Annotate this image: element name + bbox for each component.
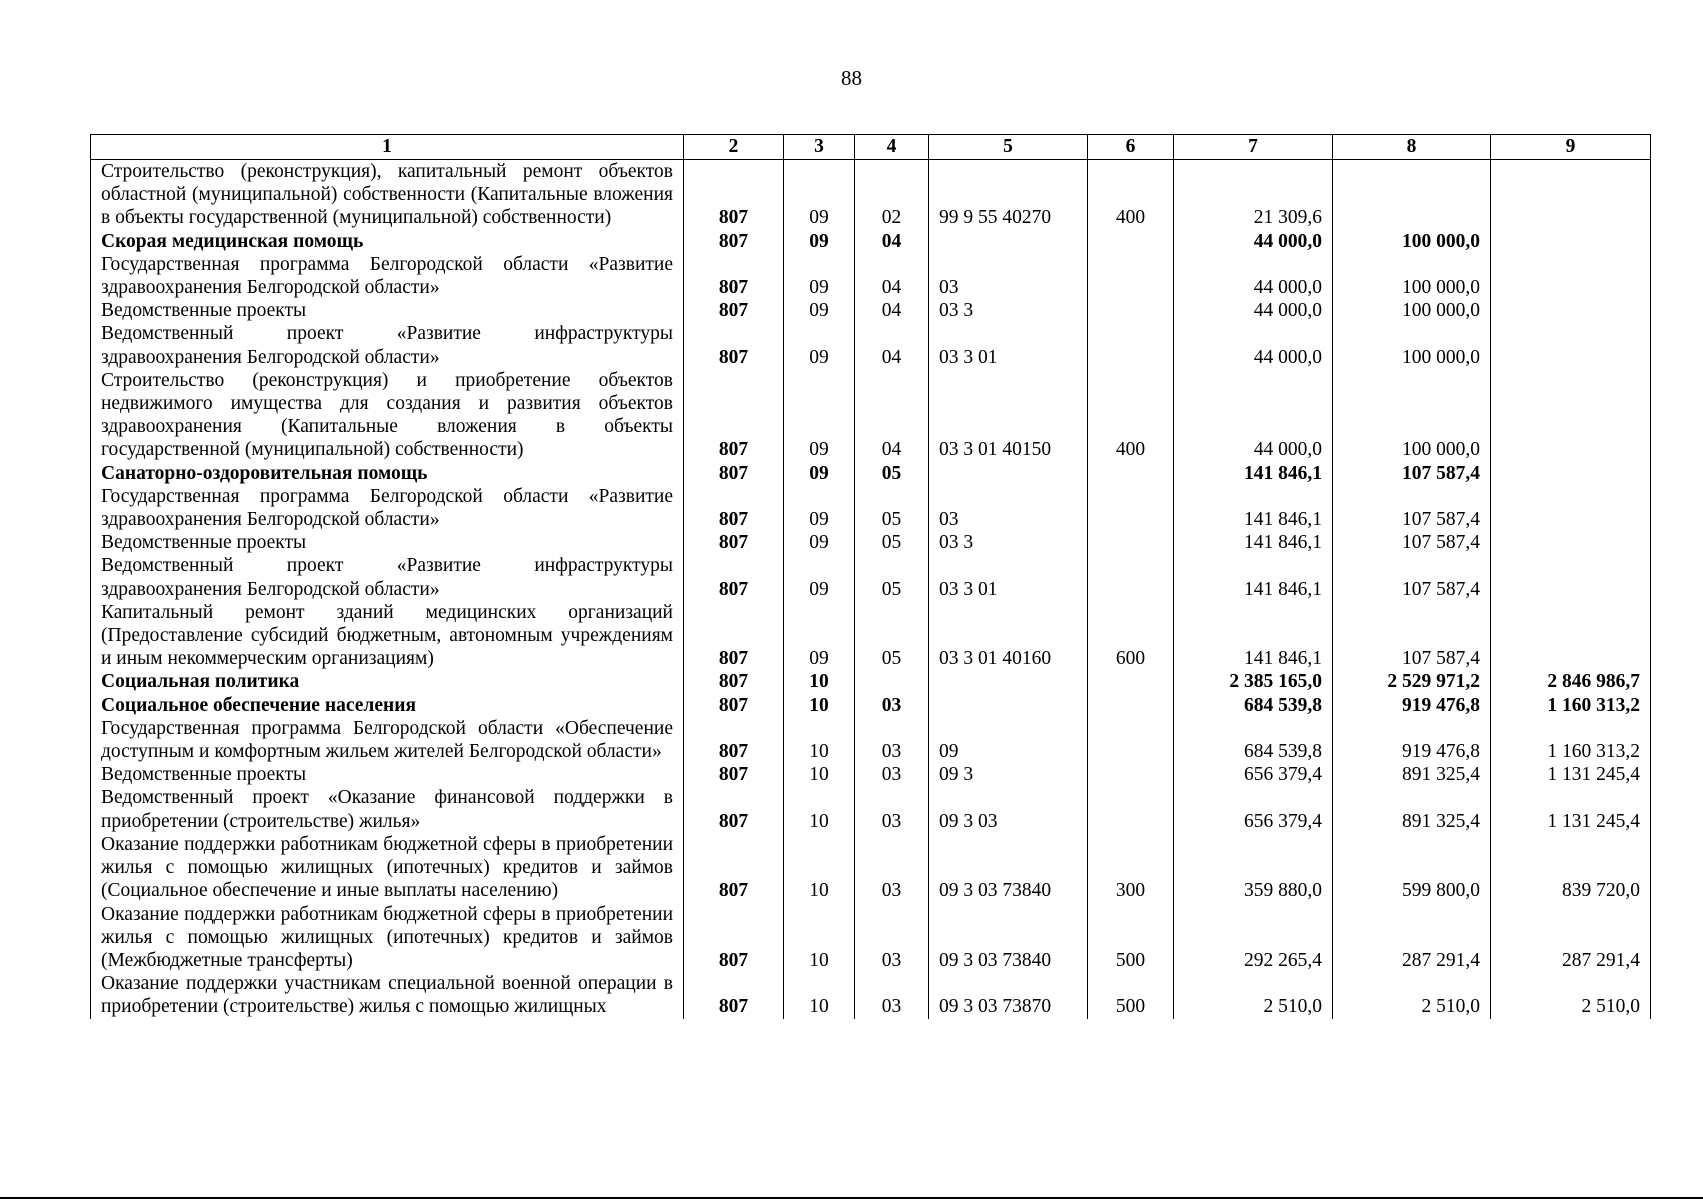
code-section: 10 <box>784 717 855 763</box>
code-expense-type <box>1088 462 1174 485</box>
code-subsection: 04 <box>855 299 929 322</box>
code-subsection: 04 <box>855 322 929 368</box>
amount-year-1: 141 846,1 <box>1174 601 1333 671</box>
code-section: 10 <box>784 833 855 903</box>
item-name: Оказание поддержки работникам бюджетной сферы в приобретении жилья с помощью жилищных (ипотечных) кредитов и займов (Межбюджетные трансферты) <box>91 903 684 973</box>
table-row <box>91 972 1651 1018</box>
amount-year-1: 141 846,1 <box>1174 462 1333 485</box>
code-section: 10 <box>784 763 855 786</box>
code-target-article: 03 3 01 40160 <box>929 601 1088 671</box>
column-header-5: 5 <box>929 135 1088 160</box>
table-row <box>91 485 1651 531</box>
code-subsection: 05 <box>855 554 929 600</box>
code-subsection: 05 <box>855 485 929 531</box>
item-name: Оказание поддержки участникам специальной военной операции в приобретении (строительстве) жилья с помощью жилищных <box>91 972 684 1018</box>
table-row <box>91 369 1651 462</box>
amount-year-2: 107 587,4 <box>1333 601 1491 671</box>
code-target-article: 03 3 01 <box>929 322 1088 368</box>
amount-year-3 <box>1491 554 1651 600</box>
item-name: Ведомственный проект «Оказание финансовой поддержки в приобретении (строительстве) жилья» <box>91 786 684 832</box>
amount-year-3 <box>1491 299 1651 322</box>
code-ministry: 807 <box>684 485 784 531</box>
amount-year-3: 2 846 986,7 <box>1491 670 1651 693</box>
item-name: Социальное обеспечение населения <box>91 694 684 717</box>
amount-year-3: 287 291,4 <box>1491 903 1651 973</box>
amount-year-3: 2 510,0 <box>1491 972 1651 1018</box>
table-row <box>91 833 1651 903</box>
table-body <box>91 160 1651 1019</box>
code-target-article: 03 3 <box>929 531 1088 554</box>
code-target-article: 99 9 55 40270 <box>929 160 1088 230</box>
table-row <box>91 462 1651 485</box>
code-expense-type: 500 <box>1088 972 1174 1018</box>
column-header-4: 4 <box>855 135 929 160</box>
code-expense-type <box>1088 786 1174 832</box>
column-header-6: 6 <box>1088 135 1174 160</box>
item-name: Ведомственные проекты <box>91 531 684 554</box>
code-expense-type <box>1088 694 1174 717</box>
code-subsection: 03 <box>855 717 929 763</box>
table-row <box>91 160 1651 230</box>
column-header-9: 9 <box>1491 135 1651 160</box>
item-name: Строительство (реконструкция) и приобретение объектов недвижимого имущества для создания и развития объектов здравоохранения (Капитальные вложения в объекты государственной (муниципальной) собственности) <box>91 369 684 462</box>
table-row <box>91 322 1651 368</box>
item-name: Санаторно-оздоровительная помощь <box>91 462 684 485</box>
code-expense-type <box>1088 717 1174 763</box>
code-expense-type: 500 <box>1088 903 1174 973</box>
code-target-article: 03 3 01 <box>929 554 1088 600</box>
amount-year-1: 44 000,0 <box>1174 299 1333 322</box>
column-header-8: 8 <box>1333 135 1491 160</box>
code-subsection <box>855 670 929 693</box>
item-name: Капитальный ремонт зданий медицинских организаций (Предоставление субсидий бюджетным, автономным учреждениям и иным некоммерческим организациям) <box>91 601 684 671</box>
amount-year-3 <box>1491 462 1651 485</box>
code-expense-type: 300 <box>1088 833 1174 903</box>
table-row <box>91 299 1651 322</box>
amount-year-2: 100 000,0 <box>1333 230 1491 253</box>
amount-year-3: 1 160 313,2 <box>1491 717 1651 763</box>
amount-year-3 <box>1491 253 1651 299</box>
amount-year-2: 2 510,0 <box>1333 972 1491 1018</box>
column-header-2: 2 <box>684 135 784 160</box>
code-section: 10 <box>784 670 855 693</box>
code-target-article: 09 3 <box>929 763 1088 786</box>
code-ministry: 807 <box>684 601 784 671</box>
code-subsection: 03 <box>855 833 929 903</box>
code-ministry: 807 <box>684 694 784 717</box>
table-row <box>91 554 1651 600</box>
code-ministry: 807 <box>684 763 784 786</box>
code-expense-type <box>1088 230 1174 253</box>
code-section: 09 <box>784 230 855 253</box>
item-name: Ведомственный проект «Развитие инфраструктуры здравоохранения Белгородской области» <box>91 554 684 600</box>
amount-year-2 <box>1333 160 1491 230</box>
code-target-article <box>929 230 1088 253</box>
code-expense-type: 400 <box>1088 160 1174 230</box>
table-row <box>91 230 1651 253</box>
table-row <box>91 531 1651 554</box>
code-target-article: 09 3 03 73840 <box>929 903 1088 973</box>
code-ministry: 807 <box>684 253 784 299</box>
code-subsection: 03 <box>855 786 929 832</box>
item-name: Ведомственный проект «Развитие инфраструктуры здравоохранения Белгородской области» <box>91 322 684 368</box>
code-ministry: 807 <box>684 554 784 600</box>
amount-year-2: 100 000,0 <box>1333 299 1491 322</box>
code-target-article: 09 3 03 73840 <box>929 833 1088 903</box>
amount-year-2: 107 587,4 <box>1333 531 1491 554</box>
code-expense-type: 600 <box>1088 601 1174 671</box>
amount-year-1: 141 846,1 <box>1174 554 1333 600</box>
table-row <box>91 763 1651 786</box>
code-section: 09 <box>784 531 855 554</box>
amount-year-2: 100 000,0 <box>1333 369 1491 462</box>
code-ministry: 807 <box>684 833 784 903</box>
code-ministry: 807 <box>684 717 784 763</box>
column-header-3: 3 <box>784 135 855 160</box>
code-section: 09 <box>784 369 855 462</box>
code-section: 09 <box>784 160 855 230</box>
amount-year-1: 44 000,0 <box>1174 322 1333 368</box>
code-expense-type <box>1088 763 1174 786</box>
table-row <box>91 670 1651 693</box>
code-ministry: 807 <box>684 160 784 230</box>
amount-year-1: 2 510,0 <box>1174 972 1333 1018</box>
amount-year-1: 2 385 165,0 <box>1174 670 1333 693</box>
code-subsection: 04 <box>855 230 929 253</box>
table-row <box>91 903 1651 973</box>
code-section: 09 <box>784 601 855 671</box>
code-ministry: 807 <box>684 972 784 1018</box>
amount-year-1: 292 265,4 <box>1174 903 1333 973</box>
amount-year-1: 44 000,0 <box>1174 230 1333 253</box>
amount-year-3 <box>1491 531 1651 554</box>
bottom-rule <box>0 1197 1703 1199</box>
code-expense-type <box>1088 554 1174 600</box>
amount-year-3 <box>1491 230 1651 253</box>
amount-year-3 <box>1491 160 1651 230</box>
amount-year-2: 891 325,4 <box>1333 786 1491 832</box>
code-section: 09 <box>784 322 855 368</box>
amount-year-1: 684 539,8 <box>1174 694 1333 717</box>
amount-year-2: 599 800,0 <box>1333 833 1491 903</box>
item-name: Государственная программа Белгородской области «Развитие здравоохранения Белгородской области» <box>91 253 684 299</box>
code-subsection: 05 <box>855 531 929 554</box>
item-name: Ведомственные проекты <box>91 763 684 786</box>
code-subsection: 03 <box>855 763 929 786</box>
code-target-article <box>929 462 1088 485</box>
code-expense-type <box>1088 485 1174 531</box>
code-expense-type <box>1088 670 1174 693</box>
page-number: 88 <box>841 66 862 90</box>
amount-year-1: 44 000,0 <box>1174 369 1333 462</box>
table-row <box>91 694 1651 717</box>
code-target-article: 03 <box>929 485 1088 531</box>
code-expense-type <box>1088 531 1174 554</box>
code-ministry: 807 <box>684 670 784 693</box>
code-subsection: 05 <box>855 462 929 485</box>
code-section: 10 <box>784 694 855 717</box>
code-ministry: 807 <box>684 903 784 973</box>
code-target-article <box>929 670 1088 693</box>
code-expense-type: 400 <box>1088 369 1174 462</box>
code-subsection: 02 <box>855 160 929 230</box>
item-name: Государственная программа Белгородской области «Развитие здравоохранения Белгородской области» <box>91 485 684 531</box>
code-subsection: 03 <box>855 972 929 1018</box>
amount-year-2: 2 529 971,2 <box>1333 670 1491 693</box>
code-expense-type <box>1088 299 1174 322</box>
amount-year-3: 839 720,0 <box>1491 833 1651 903</box>
code-ministry: 807 <box>684 786 784 832</box>
code-target-article: 09 3 03 73870 <box>929 972 1088 1018</box>
table-row <box>91 253 1651 299</box>
amount-year-2: 919 476,8 <box>1333 694 1491 717</box>
code-ministry: 807 <box>684 462 784 485</box>
amount-year-1: 21 309,6 <box>1174 160 1333 230</box>
amount-year-3 <box>1491 369 1651 462</box>
amount-year-3: 1 160 313,2 <box>1491 694 1651 717</box>
code-section: 09 <box>784 485 855 531</box>
code-target-article: 03 3 <box>929 299 1088 322</box>
budget-table <box>90 134 1651 1019</box>
amount-year-3: 1 131 245,4 <box>1491 786 1651 832</box>
item-name: Государственная программа Белгородской области «Обеспечение доступным и комфортным жильем жителей Белгородской области» <box>91 717 684 763</box>
amount-year-3 <box>1491 485 1651 531</box>
column-header-7: 7 <box>1174 135 1333 160</box>
code-ministry: 807 <box>684 369 784 462</box>
column-header-1: 1 <box>91 135 684 160</box>
amount-year-2: 100 000,0 <box>1333 253 1491 299</box>
code-section: 09 <box>784 253 855 299</box>
amount-year-2: 107 587,4 <box>1333 462 1491 485</box>
amount-year-1: 359 880,0 <box>1174 833 1333 903</box>
code-target-article: 09 3 03 <box>929 786 1088 832</box>
table-header-row <box>91 135 1651 160</box>
amount-year-1: 141 846,1 <box>1174 485 1333 531</box>
amount-year-3 <box>1491 601 1651 671</box>
code-target-article: 03 <box>929 253 1088 299</box>
code-ministry: 807 <box>684 322 784 368</box>
code-expense-type <box>1088 253 1174 299</box>
code-subsection: 04 <box>855 369 929 462</box>
code-ministry: 807 <box>684 531 784 554</box>
amount-year-2: 100 000,0 <box>1333 322 1491 368</box>
code-expense-type <box>1088 322 1174 368</box>
code-section: 09 <box>784 299 855 322</box>
code-section: 09 <box>784 462 855 485</box>
code-section: 09 <box>784 554 855 600</box>
amount-year-1: 44 000,0 <box>1174 253 1333 299</box>
amount-year-2: 107 587,4 <box>1333 485 1491 531</box>
amount-year-2: 891 325,4 <box>1333 763 1491 786</box>
amount-year-2: 287 291,4 <box>1333 903 1491 973</box>
code-subsection: 05 <box>855 601 929 671</box>
amount-year-1: 141 846,1 <box>1174 531 1333 554</box>
table-row <box>91 717 1651 763</box>
code-ministry: 807 <box>684 299 784 322</box>
code-target-article: 09 <box>929 717 1088 763</box>
amount-year-2: 107 587,4 <box>1333 554 1491 600</box>
code-subsection: 04 <box>855 253 929 299</box>
table-row <box>91 601 1651 671</box>
table-row <box>91 786 1651 832</box>
item-name: Оказание поддержки работникам бюджетной сферы в приобретении жилья с помощью жилищных (ипотечных) кредитов и займов (Социальное обеспечение и иные выплаты населению) <box>91 833 684 903</box>
code-target-article: 03 3 01 40150 <box>929 369 1088 462</box>
amount-year-3: 1 131 245,4 <box>1491 763 1651 786</box>
code-subsection: 03 <box>855 694 929 717</box>
amount-year-1: 656 379,4 <box>1174 786 1333 832</box>
amount-year-1: 656 379,4 <box>1174 763 1333 786</box>
code-target-article <box>929 694 1088 717</box>
item-name: Социальная политика <box>91 670 684 693</box>
amount-year-1: 684 539,8 <box>1174 717 1333 763</box>
code-subsection: 03 <box>855 903 929 973</box>
code-section: 10 <box>784 786 855 832</box>
item-name: Строительство (реконструкция), капитальный ремонт объектов областной (муниципальной) собственности (Капитальные вложения в объекты государственной (муниципальной) собственности) <box>91 160 684 230</box>
code-section: 10 <box>784 972 855 1018</box>
amount-year-3 <box>1491 322 1651 368</box>
item-name: Ведомственные проекты <box>91 299 684 322</box>
item-name: Скорая медицинская помощь <box>91 230 684 253</box>
amount-year-2: 919 476,8 <box>1333 717 1491 763</box>
code-section: 10 <box>784 903 855 973</box>
code-ministry: 807 <box>684 230 784 253</box>
